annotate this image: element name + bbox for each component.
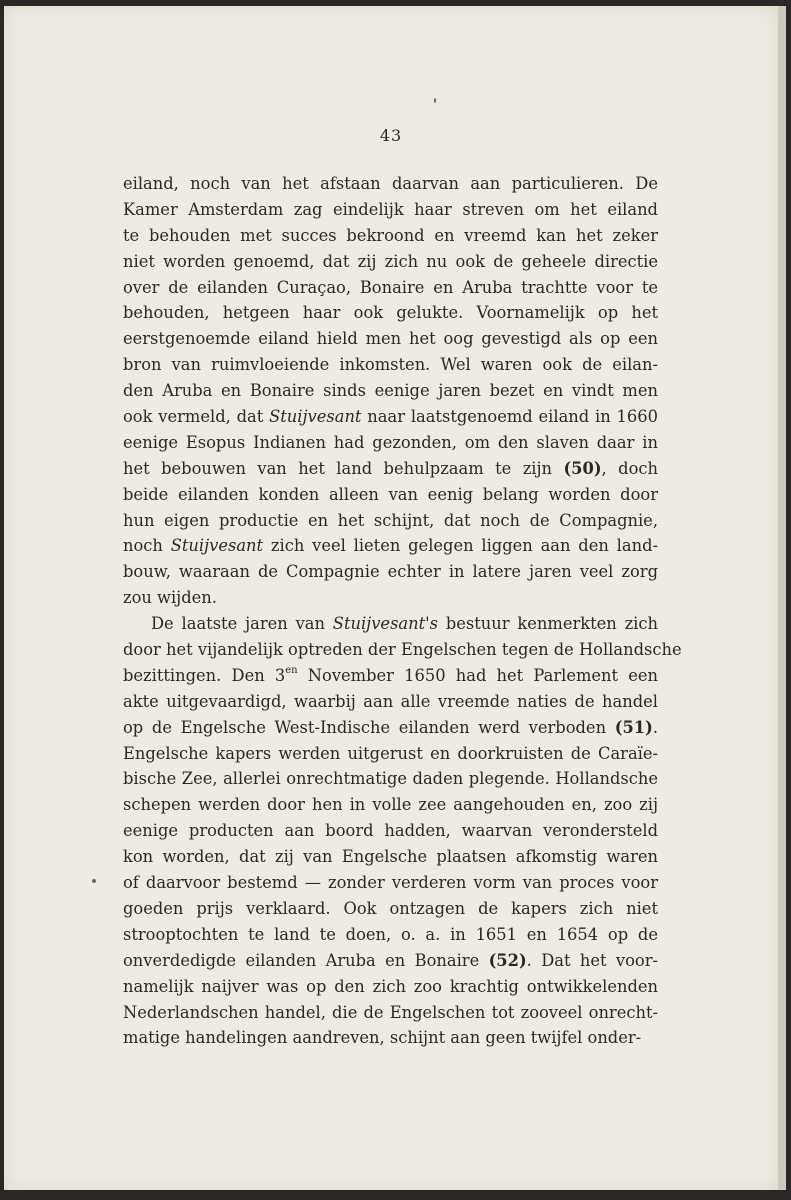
text-span-sup: en: [285, 664, 298, 676]
text-line: hun eigen productie en het schijnt, dat noch de Compagnie,: [123, 510, 658, 530]
text-span-pre: onverdedigde eilanden Aruba en Bonaire: [123, 950, 489, 970]
text-span-pre: het bebouwen van het land behulpzaam te zijn: [123, 458, 564, 478]
text-line: eenige Esopus Indianen had gezonden, om den slaven daar in: [123, 432, 658, 452]
text-span-post: bestuur kenmerkten zich: [438, 614, 658, 634]
ink-speck: [92, 879, 96, 883]
text-line: zou wijden.: [123, 588, 217, 608]
text-span-it: Stuijvesant: [269, 407, 362, 427]
text-line: eenige producten aan boord hadden, waarvan verondersteld: [123, 821, 658, 841]
page-number: 43: [379, 126, 403, 145]
text-span-post: , doch: [601, 458, 658, 478]
text-line: Kamer Amsterdam zag eindelijk haar streven om het eiland: [123, 199, 658, 219]
text-line: [123, 611, 658, 637]
text-line: Engelsche kapers werden uitgerust en doorkruisten de Caraïe-: [123, 743, 658, 763]
text-line: goeden prijs verklaard. Ook ontzagen de kapers zich niet: [123, 898, 658, 918]
text-line: over de eilanden Curaçao, Bonaire en Aruba trachtte voor te: [123, 277, 658, 297]
text-line: [123, 404, 658, 430]
text-line: bron van ruimvloeiende inkomsten. Wel waren ook de eilan-: [123, 355, 658, 375]
text-line: beide eilanden konden alleen van eenig belang worden door: [123, 484, 658, 504]
text-span-pre: noch: [123, 536, 171, 556]
text-span-pre: De laatste jaren van: [151, 614, 333, 634]
text-line: schepen werden door hen in volle zee aangehouden en, zoo zij: [123, 795, 658, 815]
text-span-post: . Dat het voor-: [526, 950, 658, 970]
text-line: bouw, waaraan de Compagnie echter in latere jaren veel zorg: [123, 562, 658, 582]
text-line: [123, 948, 658, 974]
text-line: eiland, noch van het afstaan daarvan aan particulieren. De: [123, 174, 658, 193]
page-edge: [778, 6, 786, 1190]
text-span-post: November 1650 had het Parlement een: [297, 665, 658, 685]
text-span-pre: op de Engelsche West-Indische eilanden werd verboden: [123, 717, 615, 737]
text-line: den Aruba en Bonaire sinds eenige jaren bezet en vindt men: [123, 381, 658, 401]
text-span-it: Stuijvesant: [170, 536, 264, 556]
text-line: strooptochten te land te doen, o. a. in 1651 en 1654 op de: [123, 924, 658, 944]
body-text: [123, 171, 682, 1051]
text-span-bd: (51): [614, 717, 653, 737]
text-line: niet worden genoemd, dat zij zich nu ook de geheele directie: [123, 251, 658, 271]
text-line: [123, 715, 658, 741]
ink-speck: [434, 98, 436, 103]
text-line: matige handelingen aandreven, schijnt aan geen twijfel onder-: [123, 1028, 642, 1048]
text-line: namelijk naijver was op den zich zoo krachtig ontwikkelenden: [123, 976, 658, 996]
text-span-bd: (52): [488, 950, 527, 970]
text-line: Nederlandschen handel, die de Engelschen tot zooveel onrecht-: [123, 1002, 658, 1022]
text-line: [123, 533, 658, 559]
text-span-it: Stuijvesant's: [332, 614, 438, 634]
text-span-pre: ook vermeld, dat: [123, 407, 270, 427]
text-line: [123, 663, 658, 689]
text-span-bd: (50): [563, 458, 602, 478]
text-line: te behouden met succes bekroond en vreemd kan het zeker: [123, 225, 658, 245]
text-line: behouden, hetgeen haar ook gelukte. Voornamelijk op het: [123, 303, 658, 323]
text-line: eerstgenoemde eiland hield men het oog gevestigd als op een: [123, 329, 658, 349]
text-line: [123, 456, 658, 482]
book-page: [4, 6, 778, 1190]
text-line: of daarvoor bestemd — zonder verderen vorm van proces voor: [123, 873, 658, 893]
text-line: door het vijandelijk optreden der Engelschen tegen de Hollandsche: [123, 640, 682, 660]
text-span-pre: bezittingen. Den 3: [123, 665, 286, 685]
text-line: kon worden, dat zij van Engelsche plaatsen afkomstig waren: [123, 847, 658, 867]
text-span-post: .: [652, 717, 658, 737]
text-span-post: zich veel lieten gelegen liggen aan den land-: [263, 536, 658, 556]
text-line: bische Zee, allerlei onrechtmatige daden plegende. Hollandsche: [123, 769, 658, 789]
text-span-post: naar laatstgenoemd eiland in 1660: [361, 407, 658, 427]
text-line: akte uitgevaardigd, waarbij aan alle vreemde naties de handel: [123, 691, 658, 711]
